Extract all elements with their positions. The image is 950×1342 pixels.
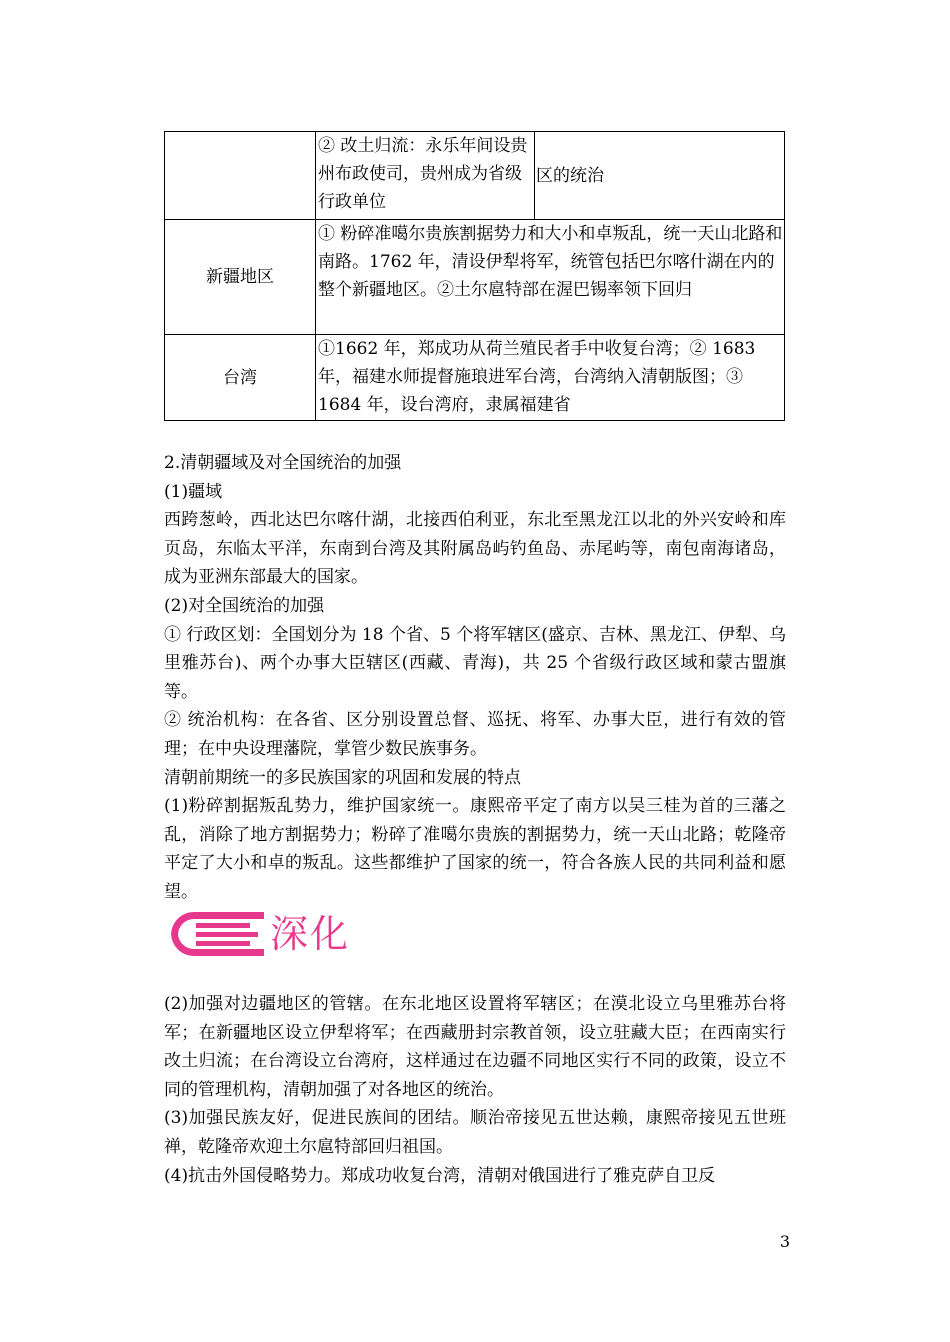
paragraph: (3)加强民族友好，促进民族间的团结。顺治帝接见五世达赖，康熙帝接见五世班禅，乾隆帝欢迎土尔扈特部回归祖国。: [164, 1108, 786, 1157]
paragraph: (4)抗击外国侵略势力。郑成功收复台湾，清朝对俄国进行了雅克萨自卫反: [164, 1165, 716, 1186]
table-row: [165, 132, 785, 220]
section-features-cont: [164, 990, 786, 1190]
section-heading-features: 清朝前期统一的多民族国家的巩固和发展的特点: [164, 767, 521, 788]
section-territory: [164, 449, 786, 907]
paragraph: (1)粉碎割据叛乱势力，维护国家统一。康熙帝平定了南方以吴三桂为首的三藩之乱，消除了地方割据势力；粉碎了准噶尔贵族的割据势力，统一天山北路；乾隆帝平定了大小和卓的叛乱。这些都维护了国家的统一，符合各族人民的共同利益和愿望。: [164, 796, 786, 902]
subheading-territory: (1)疆域: [164, 481, 223, 502]
table-row: [165, 335, 785, 421]
content-cell: ①1662 年，郑成功从荷兰殖民者手中收复台湾；② 1683 年，福建水师提督施琅进军台湾，台湾纳入清朝版图；③ 1684 年，设台湾府，隶属福建省: [316, 335, 785, 421]
region-cell: [165, 132, 316, 220]
region-table: [164, 131, 785, 421]
content-left: ② 改土归流：永乐年间设贵州布政使司，贵州成为省级行政单位: [318, 136, 528, 212]
region-cell: 新疆地区: [165, 220, 316, 335]
paragraph: (2)加强对边疆地区的管辖。在东北地区设置将军辖区；在漠北设立乌里雅苏台将军；在新疆地区设立伊犁将军；在西藏册封宗教首领，设立驻藏大臣；在西南实行改土归流；在台湾设立台湾府，这样通过在边疆不同地区实行不同的政策，设立不同的管理机构，清朝加强了对各地区的统治。: [164, 994, 786, 1100]
paragraph: ② 统治机构：在各省、区分别设置总督、巡抚、将军、办事大臣，进行有效的管理；在中央设理藩院，掌管少数民族事务。: [164, 710, 786, 759]
content-right: 区的统治: [534, 132, 784, 219]
table-row: [165, 220, 785, 335]
paragraph: ① 行政区划：全国划分为 18 个省、5 个将军辖区(盛京、吉林、黑龙江、伊犁、乌里雅苏台)、两个办事大臣辖区(西藏、青海)，共 25 个省级行政区域和蒙古盟旗等。: [164, 624, 786, 702]
region-cell: 台湾: [165, 335, 316, 421]
page-number: 3: [779, 1232, 790, 1251]
section-heading: 2.清朝疆域及对全国统治的加强: [164, 453, 402, 473]
content-cell: [316, 132, 785, 220]
logo-text: 深化: [270, 912, 351, 956]
subheading-rule: (2)对全国统治的加强: [164, 595, 325, 616]
paragraph: 西跨葱岭，西北达巴尔喀什湖，北接西伯利亚，东北至黑龙江以北的外兴安岭和库页岛，东临太平洋，东南到台湾及其附属岛屿钓鱼岛、赤尾屿等，南包南海诸岛，成为亚洲东部最大的国家。: [164, 510, 786, 588]
content-cell: ① 粉碎准噶尔贵族割据势力和大小和卓叛乱，统一天山北路和南路。1762 年，清设伊犁将军，统管包括巴尔喀什湖在内的整个新疆地区。②土尔扈特部在渥巴锡率领下回归: [316, 220, 785, 335]
